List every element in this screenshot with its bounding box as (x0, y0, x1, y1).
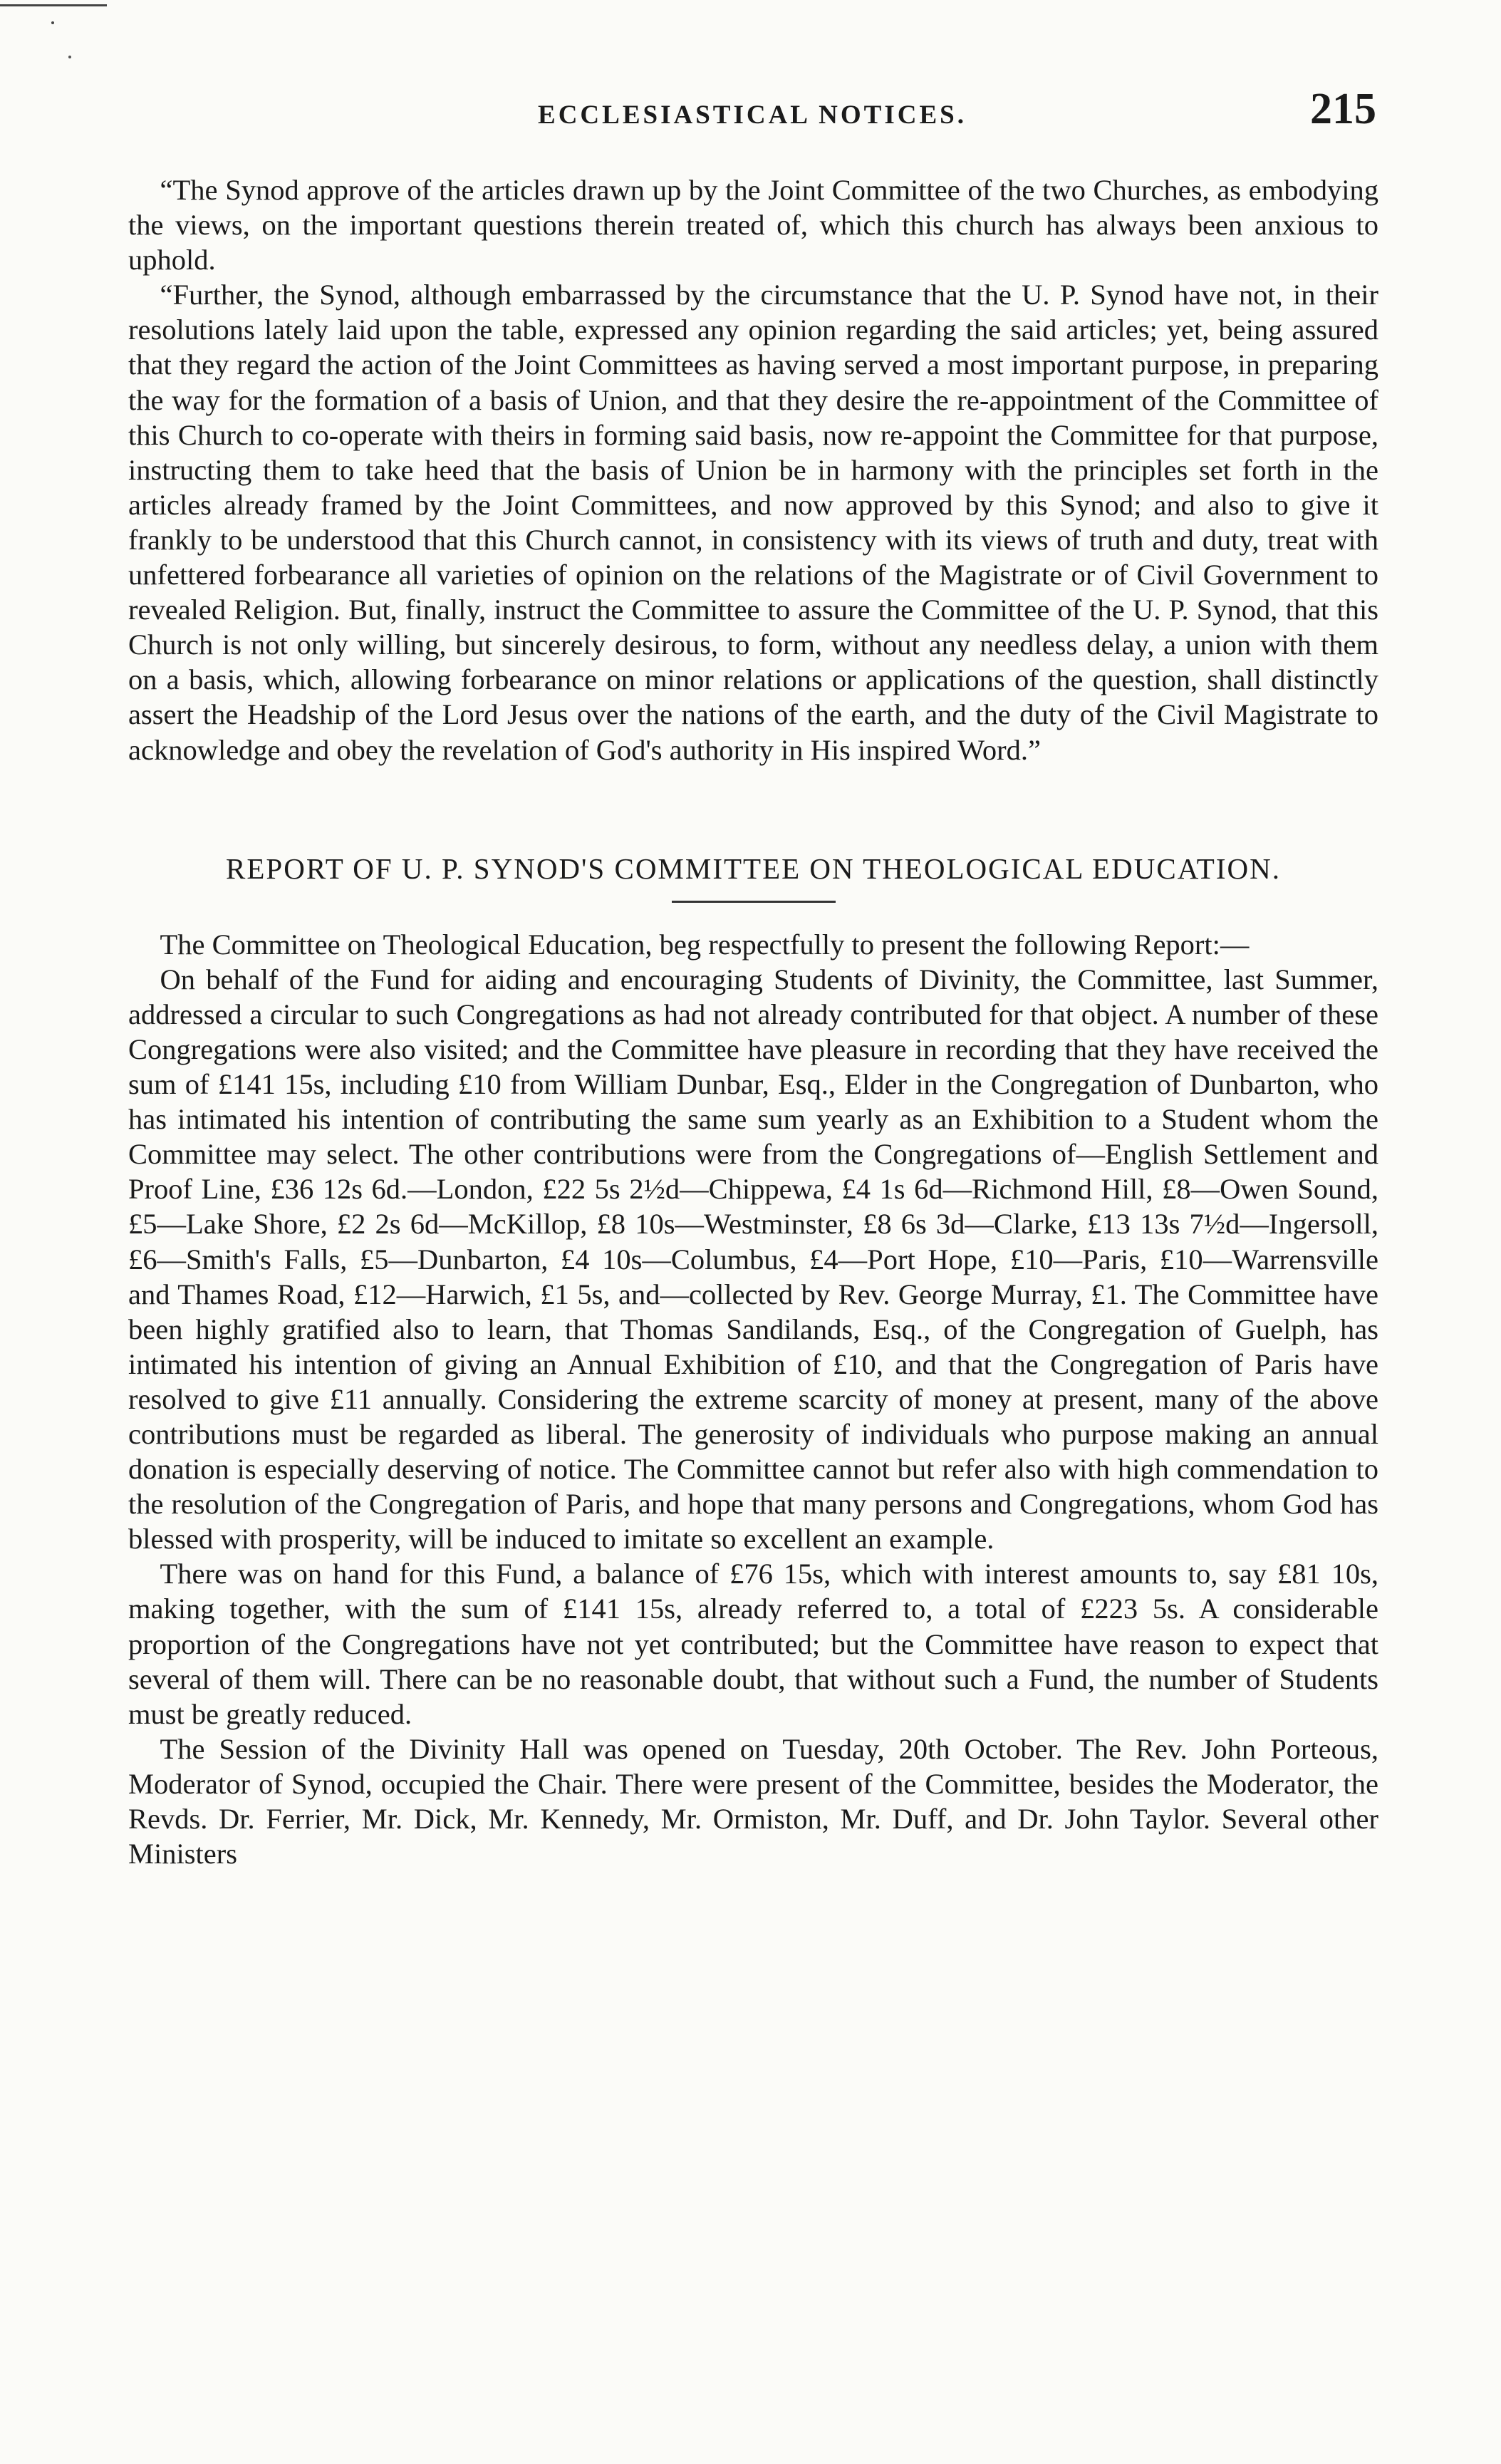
scan-artifact-dot (68, 56, 71, 58)
page-body (128, 172, 1378, 1871)
report-paragraph: On behalf of the Fund for aiding and encouraging Students of Divinity, the Committee, last Summer, addressed a circular to such Congregations as had not already contributed for that object. A number of these Congregations were also visited; and the Committee have pleasure in recording that they have received the sum of £141 15s, including £10 from William Dunbar, Esq., Elder in the Congregation of Dunbarton, who has intimated his intention of contributing the same sum yearly as an Exhibition to a Student whom the Committee may select. The other contributions were from the Congregations of—English Settlement and Proof Line, £36 12s 6d.—London, £22 5s 2½d—Chippewa, £4 1s 6d—Richmond Hill, £8—Owen Sound, £5—Lake Shore, £2 2s 6d—McKillop, £8 10s—Westminster, £8 6s 3d—Clarke, £13 13s 7½d—Ingersoll, £6—Smith's Falls, £5—Dunbarton, £4 10s—Columbus, £4—Port Hope, £10—Paris, £10—Warrensville and Thames Road, £12—Harwich, £1 5s, and—collected by Rev. George Murray, £1. The Committee have been highly gratified also to learn, that Thomas Sandilands, Esq., of the Congregation of Guelph, has intimated his intention of giving an Annual Exhibition of £10, and that the Congregation of Paris have resolved to give £11 annually. Considering the extreme scarcity of money at present, many of the above contributions must be regarded as liberal. The generosity of individuals who purpose making an annual donation is especially deserving of notice. The Committee cannot but refer also with high commendation to the resolution of the Congregation of Paris, and hope that many persons and Congregations, whom God has blessed with prosperity, will be induced to imitate so excellent an example. (128, 963, 1378, 1555)
synod-resolution-quote (128, 172, 1378, 767)
running-title: ECCLESIASTICAL NOTICES. (538, 100, 967, 130)
section-heading: REPORT OF U. P. SYNOD'S COMMITTEE ON THEOLOGICAL EDUCATION. (226, 851, 1281, 885)
page-header (128, 84, 1376, 141)
quote-paragraph: “The Synod approve of the articles drawn up by the Joint Committee of the two Churches, as embodying the views, on the important questions therein treated of, which this church has always been anxious to uphold. (128, 174, 1378, 276)
committee-report (128, 927, 1378, 1872)
heading-divider (672, 901, 836, 903)
page-number: 215 (1310, 85, 1376, 133)
scan-artifact-dot (51, 21, 54, 24)
report-paragraph: The Session of the Divinity Hall was opened on Tuesday, 20th October. The Rev. John Porteous, Moderator of Synod, occupied the Chair. There were present of the Committee, besides the Moderator, the Revds. Dr. Ferrier, Mr. Dick, Mr. Kennedy, Mr. Ormiston, Mr. Duff, and Dr. John Taylor. Several other Ministers (128, 1732, 1378, 1870)
report-paragraph: There was on hand for this Fund, a balance of £76 15s, which with interest amounts to, say £81 10s, making together, with the sum of £141 15s, already referred to, a total of £223 5s. A considerable proportion of the Congregations have not yet contributed; but the Committee have reason to expect that several of them will. There can be no reasonable doubt, that without such a Fund, the number of Students must be greatly reduced. (128, 1558, 1378, 1730)
scan-artifact-line (0, 4, 107, 6)
quote-paragraph: “Further, the Synod, although embarrassed by the circumstance that the U. P. Synod have not, in their resolutions lately laid upon the table, expressed any opinion regarding the said articles; yet, being assured that they regard the action of the Joint Committees as having served a most important purpose, in preparing the way for the formation of a basis of Union, and that they desire the re-appointment of the Committee of this Church to co-operate with theirs in forming said basis, now re-appoint the Committee for that purpose, instructing them to take heed that the basis of Union be in harmony with the principles set forth in the articles already framed by the Joint Committees, and now approved by this Synod; and also to give it frankly to be understood that this Church cannot, in consistency with its views of truth and duty, treat with unfettered forbearance all varieties of opinion on the relations of the Magistrate or of Civil Government to revealed Religion. But, finally, instruct the Committee to assure the Committee of the U. P. Synod, that this Church is not only willing, but sincerely desirous, to form, without any needless delay, a union with them on a basis, which, allowing forbearance on minor relations or applications of the question, shall distinctly assert the Headship of the Lord Jesus over the nations of the earth, and the duty of the Civil Magistrate to acknowledge and obey the revelation of God's authority in His inspired Word.” (128, 279, 1378, 766)
report-paragraph: The Committee on Theological Education, beg respectfully to present the following Report:— (160, 928, 1250, 961)
